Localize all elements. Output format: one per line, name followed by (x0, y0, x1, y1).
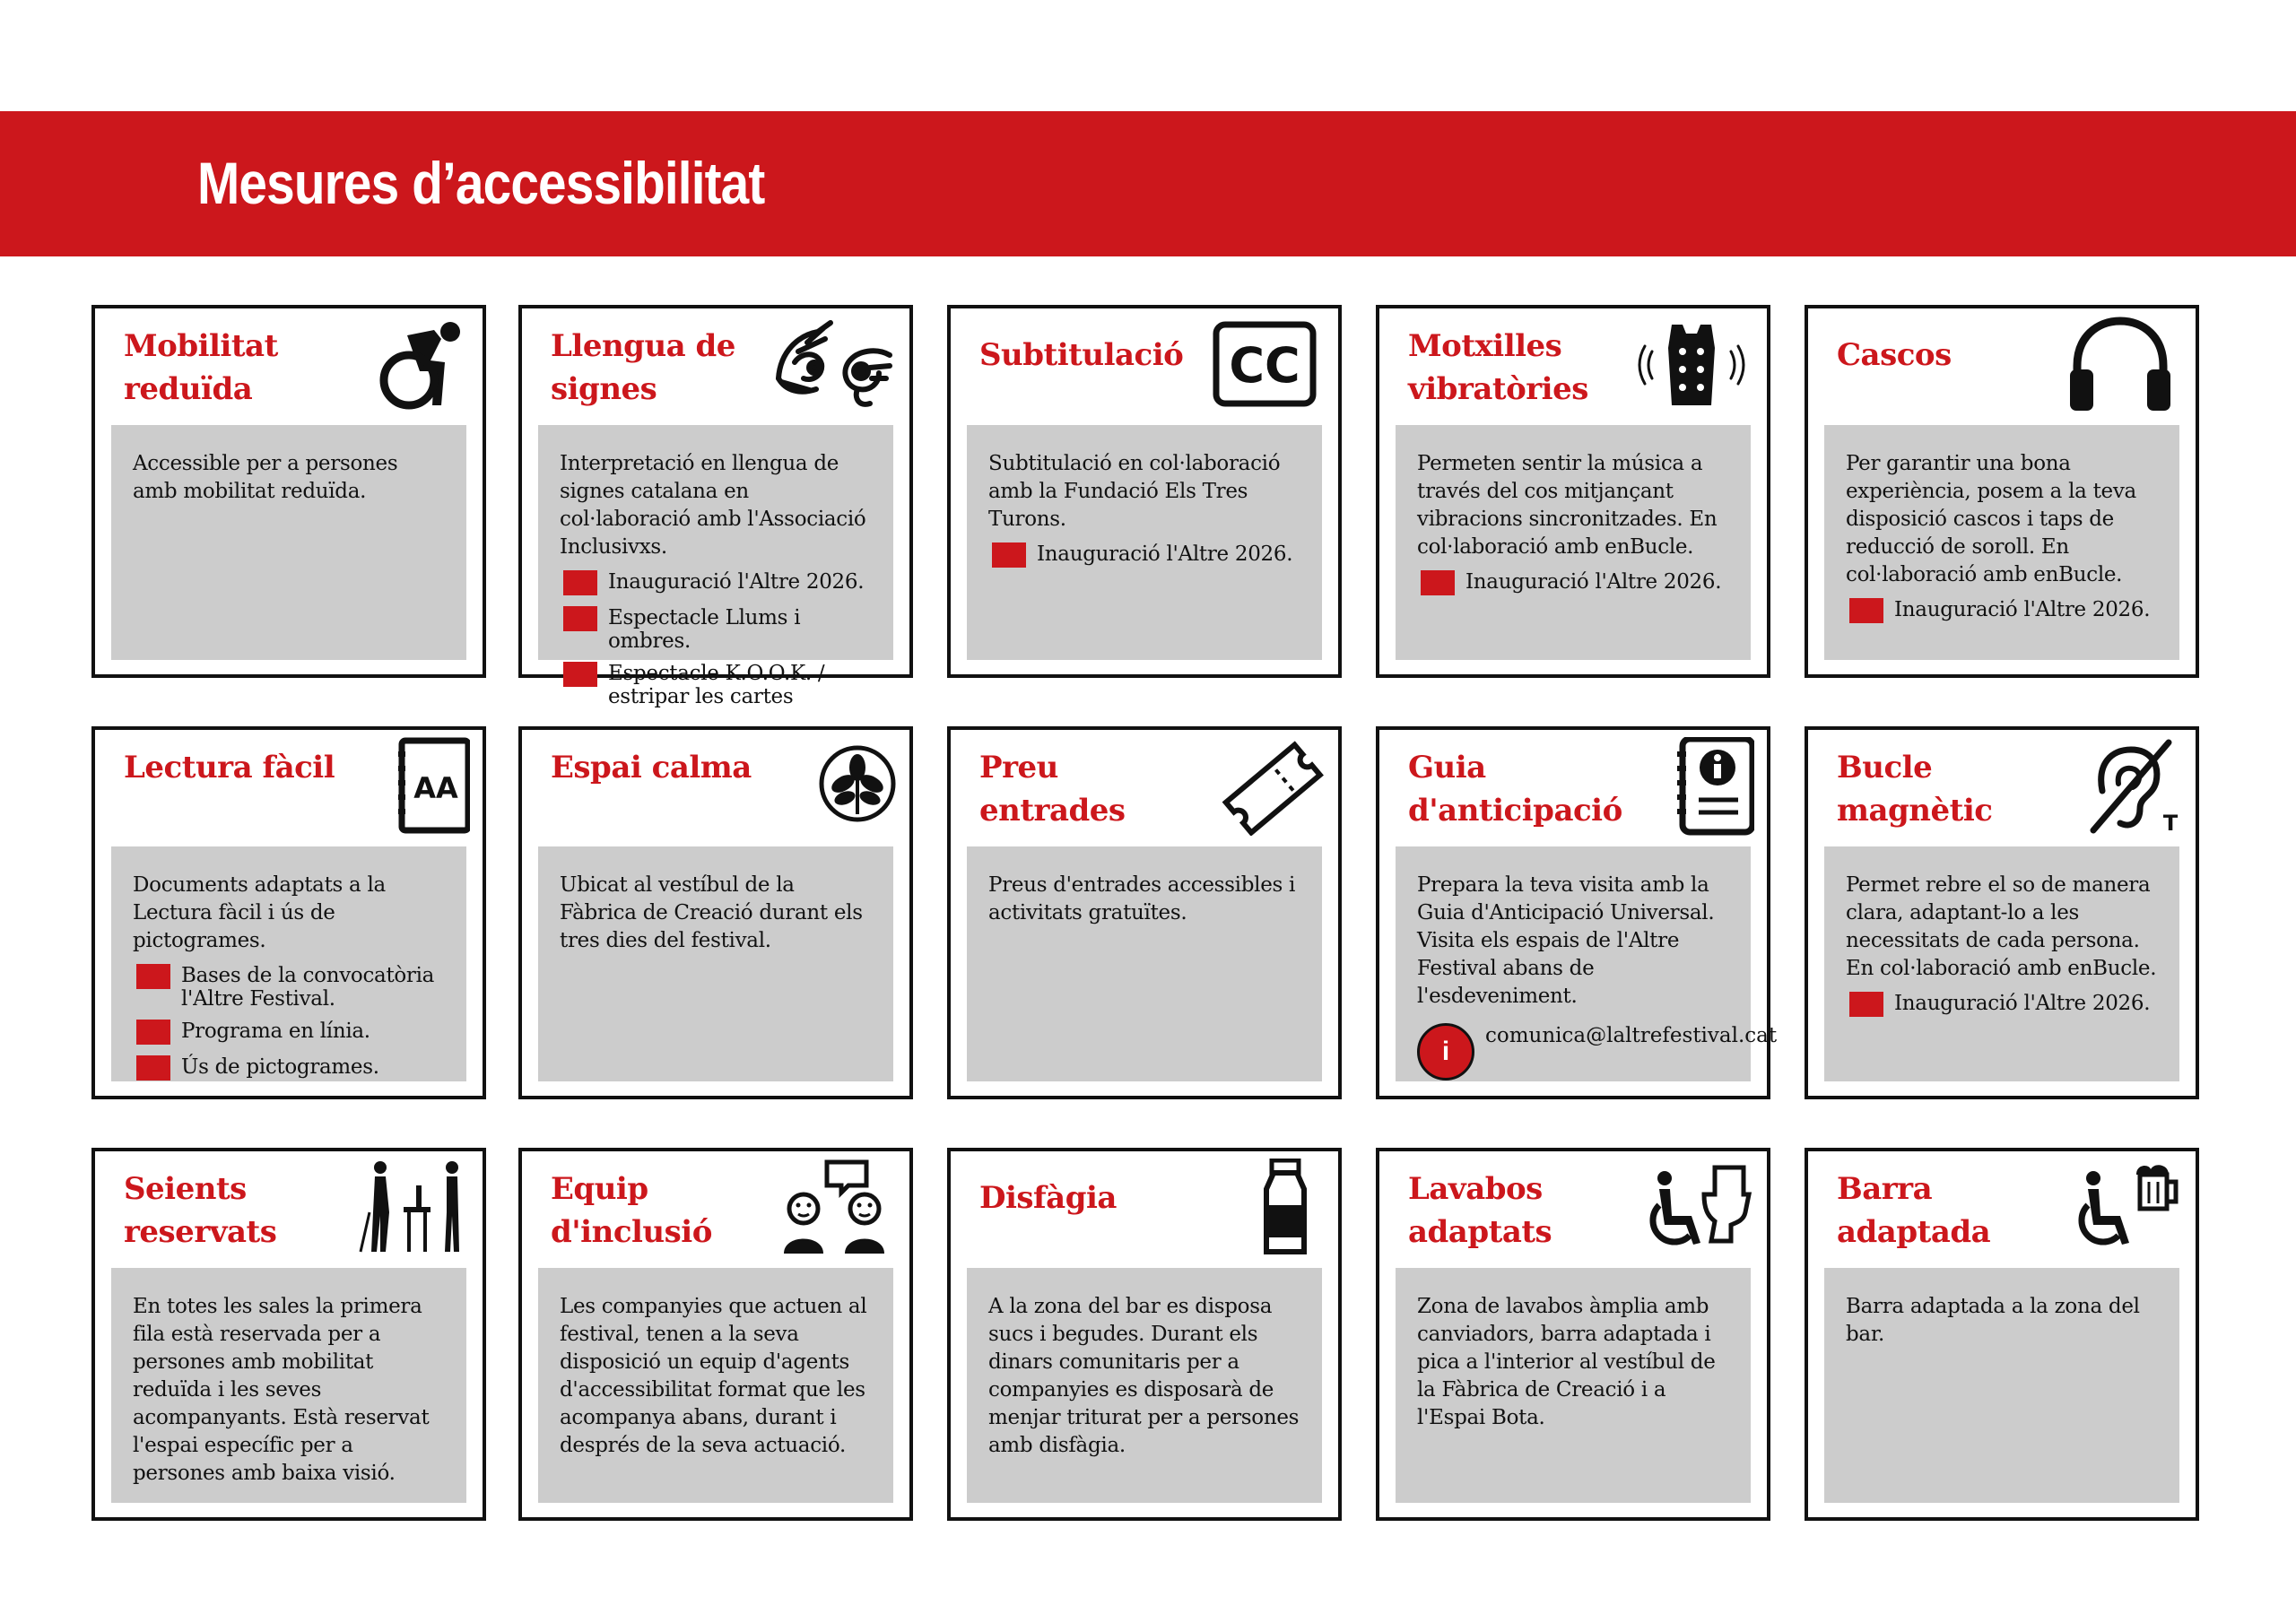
svg-text:T: T (2162, 811, 2179, 836)
card-title: Lavabos adaptats (1408, 1171, 1552, 1250)
wheelchair-active-icon (344, 316, 470, 414)
card-title: Llengua de signes (551, 328, 735, 407)
red-square-bullet-icon (563, 570, 597, 595)
card-body (538, 425, 893, 708)
event-label: Espectacle Llums i ombres. (608, 606, 801, 653)
event-label: Inauguració l'Altre 2026. (608, 570, 865, 594)
event-list-item (988, 542, 1300, 569)
card-title: Cascos (1837, 337, 1952, 373)
red-square-bullet-icon (136, 964, 170, 989)
card-description: Les companyies que actuen al festival, tenen a la seva disposició un equip d'agents d'accessibilitat format que les acompanya abans, durant i després de la seva actuació. (560, 1295, 867, 1457)
headphones-icon (2057, 316, 2183, 414)
event-label: Espectacle K.O.O.K. / estripar les cartes (608, 662, 825, 708)
event-label: Inauguració l'Altre 2026. (1894, 992, 2151, 1015)
card-body (967, 425, 1322, 660)
svg-text:AA: AA (413, 771, 458, 805)
ticket-icon (1200, 737, 1326, 836)
leaf-calm-icon (771, 737, 897, 836)
closed-captions-icon (1200, 316, 1326, 414)
card-title: Guia d'anticipació (1408, 750, 1622, 829)
measure-card (947, 726, 1342, 1099)
card-body (111, 846, 466, 1081)
card-body (111, 1268, 466, 1503)
card-title: Subtitulació (979, 337, 1184, 373)
hearing-loop-icon (2057, 737, 2183, 836)
card-description: Zona de lavabos àmplia amb canviadors, barra adaptada i pica a l'interior al vestíbul de la Fàbrica de Creació i a l'Espai Bota. (1417, 1295, 1716, 1429)
measure-card (1805, 726, 2199, 1099)
easy-read-book-icon (344, 737, 470, 836)
card-title: Lectura fàcil (124, 750, 335, 785)
accessible-toilet-icon (1629, 1159, 1754, 1257)
card-title: Disfàgia (979, 1180, 1117, 1216)
card-body (538, 846, 893, 1081)
measure-card (1376, 305, 1770, 678)
card-title: Mobilitat reduïda (124, 328, 278, 407)
reserved-seats-icon (344, 1159, 470, 1257)
event-list (988, 542, 1300, 569)
card-body (1824, 1268, 2179, 1503)
card-body (111, 425, 466, 660)
card-description: Permet rebre el so de manera clara, adaptant-lo a les necessitats de cada persona. En col·laboració amb enBucle. (1846, 873, 2157, 980)
sign-language-icon (771, 316, 897, 414)
card-body (1824, 846, 2179, 1081)
measure-card (1376, 726, 1778, 1099)
red-square-bullet-icon (136, 1055, 170, 1081)
card-description: Preus d'entrades accessibles i activitats gratuïtes. (988, 873, 1296, 924)
event-label: Bases de la convocatòria l'Altre Festival. (181, 964, 435, 1011)
card-description: Documents adaptats a la Lectura fàcil i ús de pictogrames. (133, 873, 386, 952)
info-icon: i (1417, 1023, 1474, 1081)
measure-card (1805, 305, 2199, 678)
measure-card (91, 726, 486, 1099)
event-list-item (1846, 598, 2158, 625)
event-list (133, 964, 445, 1082)
measure-card (518, 305, 913, 708)
event-list-item (133, 1055, 445, 1082)
card-description: Prepara la teva visita amb la Guia d'Anticipació Universal. Visita els espais de l'Altre Festival abans de l'esdeveniment. (1417, 873, 1715, 1008)
event-label: Programa en línia. (181, 1020, 370, 1043)
card-body (967, 846, 1322, 1081)
measure-card (518, 726, 913, 1099)
card-body (1396, 846, 1778, 1081)
card-description: Subtitulació en col·laboració amb la Fundació Els Tres Turons. (988, 452, 1281, 531)
inclusion-team-icon (771, 1159, 897, 1257)
measure-card (91, 1148, 486, 1521)
card-body (538, 1268, 893, 1503)
event-list-item (560, 662, 872, 708)
card-title: Bucle magnètic (1837, 750, 1993, 829)
red-square-bullet-icon (136, 1020, 170, 1045)
event-list-item (560, 606, 872, 653)
event-list (1846, 992, 2158, 1019)
card-description: Per garantir una bona experiència, posem a la teva disposició cascos i taps de reducció de soroll. En col·laboració amb enBucle. (1846, 452, 2136, 586)
event-label: Inauguració l'Altre 2026. (1037, 542, 1293, 566)
measure-card (947, 1148, 1342, 1521)
milk-bottle-icon (1200, 1159, 1326, 1257)
card-description: Interpretació en llengua de signes catalana en col·laboració amb l'Associació Inclusivxs. (560, 452, 866, 559)
event-list-item (1846, 992, 2158, 1019)
page-title: Mesures d’accessibilitat (197, 150, 765, 216)
card-title: Espai calma (551, 750, 752, 785)
measure-card (518, 1148, 913, 1521)
red-square-bullet-icon (1849, 992, 1883, 1017)
red-square-bullet-icon (1421, 570, 1455, 595)
card-title: Equip d'inclusió (551, 1171, 712, 1250)
card-body (967, 1268, 1322, 1503)
card-body (1396, 425, 1751, 660)
card-title: Motxilles vibratòries (1408, 328, 1588, 407)
card-description: Barra adaptada a la zona del bar. (1846, 1295, 2140, 1346)
red-square-bullet-icon (1849, 598, 1883, 623)
card-description: Permeten sentir la música a través del cos mitjançant vibracions sincronitzades. En col·laboració amb enBucle. (1417, 452, 1718, 559)
accessible-bar-icon (2057, 1159, 2183, 1257)
event-list-item (560, 570, 872, 597)
card-description: Accessible per a persones amb mobilitat reduïda. (133, 452, 398, 503)
event-label: Inauguració l'Altre 2026. (1465, 570, 1722, 594)
red-square-bullet-icon (563, 662, 597, 687)
card-body (1824, 425, 2179, 660)
card-title: Barra adaptada (1837, 1171, 1991, 1250)
event-label: Ús de pictogrames. (181, 1055, 379, 1079)
red-square-bullet-icon (563, 606, 597, 631)
card-description: En totes les sales la primera fila està reservada per a persones amb mobilitat reduïda i les seves acompanyants. Està reservat l'espai específic per a persones amb baixa visió. (133, 1295, 430, 1485)
contact-email-link[interactable]: comunica@laltrefestival.cat (1485, 1024, 1778, 1047)
svg-text:CC: CC (1229, 337, 1300, 394)
measure-card (947, 305, 1342, 678)
event-list-item (133, 1020, 445, 1046)
card-description: A la zona del bar es disposa sucs i begudes. Durant els dinars comunitaris per a companyies es disposarà de menjar triturat per a persones amb disfàgia. (988, 1295, 1300, 1457)
measure-card (91, 305, 486, 678)
event-list (1417, 570, 1729, 597)
event-list (1846, 598, 2158, 625)
event-list-item (133, 964, 445, 1011)
info-guide-book-icon (1629, 737, 1754, 836)
card-description: Ubicat al vestíbul de la Fàbrica de Creació durant els tres dies del festival. (560, 873, 863, 952)
event-list-item (1417, 570, 1729, 597)
red-square-bullet-icon (992, 542, 1026, 568)
measure-card (1805, 1148, 2199, 1521)
measure-card (1376, 1148, 1770, 1521)
vibrating-vest-icon (1629, 316, 1754, 414)
card-title: Seients reservats (124, 1171, 277, 1250)
card-title: Preu entrades (979, 750, 1126, 829)
event-label: Inauguració l'Altre 2026. (1894, 598, 2151, 621)
contact-row (1417, 1023, 1778, 1081)
card-body (1396, 1268, 1751, 1503)
event-list (560, 570, 872, 708)
